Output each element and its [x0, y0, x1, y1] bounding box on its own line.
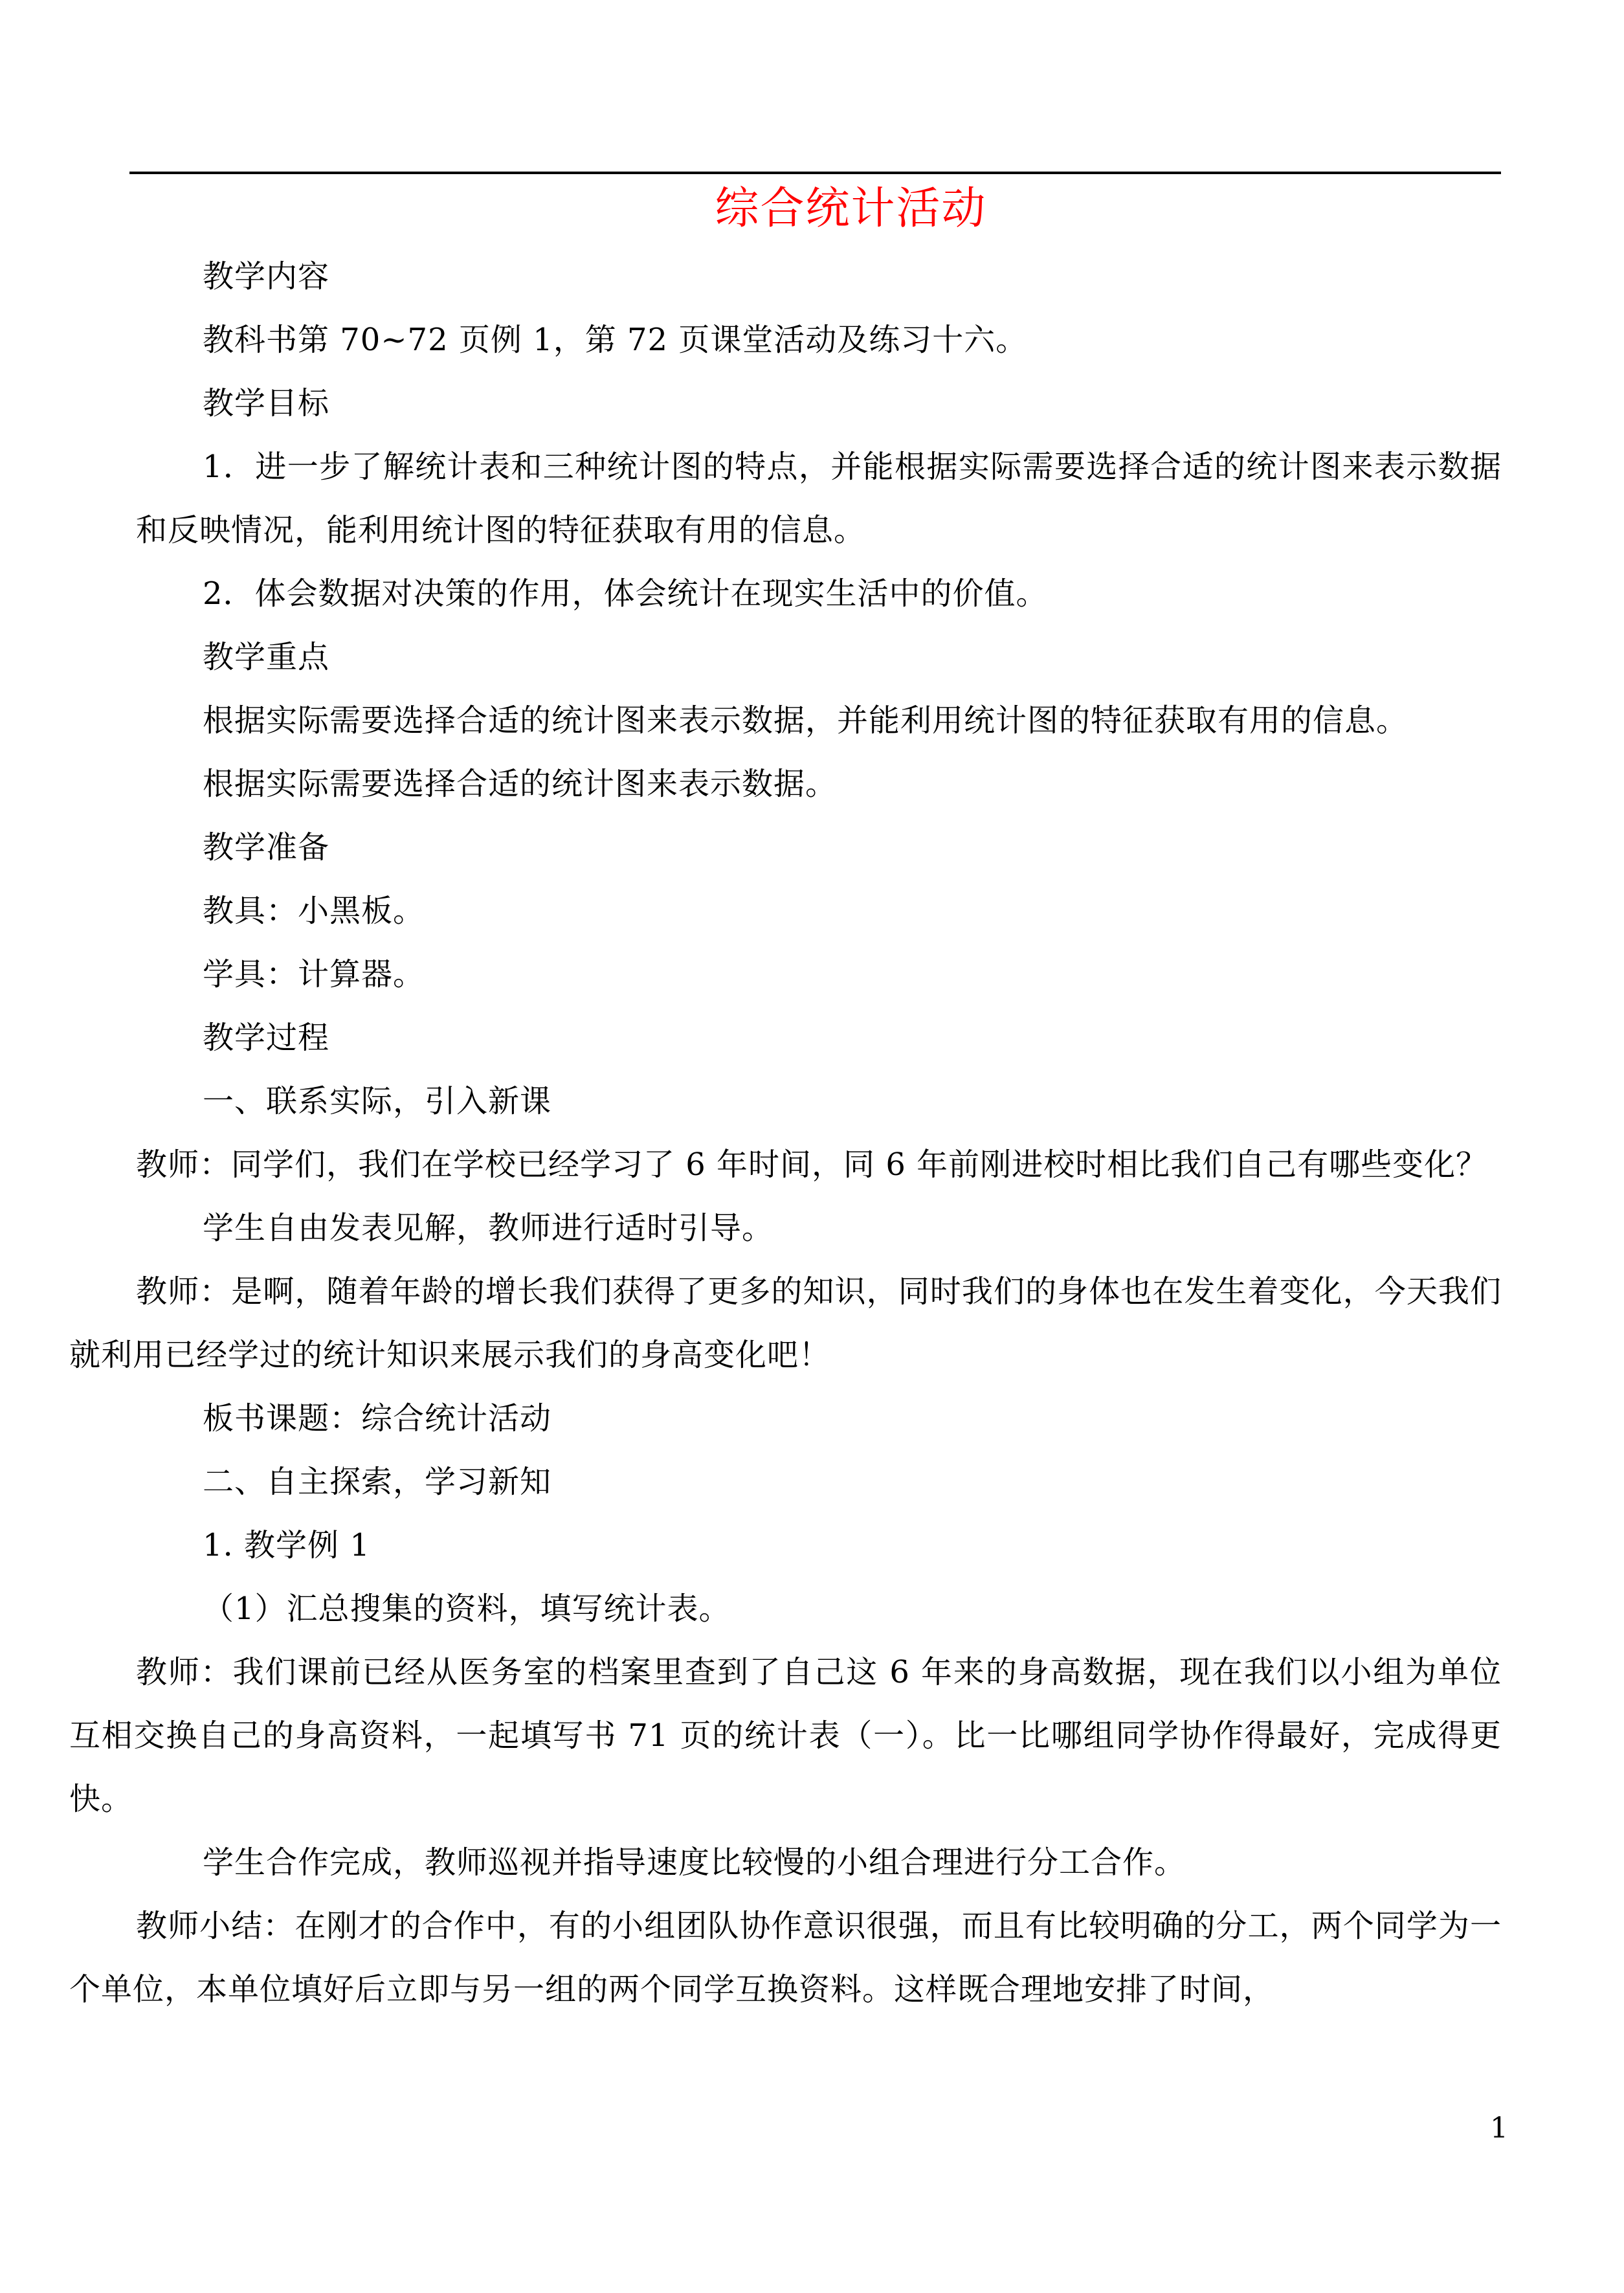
page-title: 综合统计活动	[715, 183, 987, 234]
paragraph: 学生自由发表见解，教师进行适时引导。	[203, 1210, 774, 1246]
paragraph: 教师：同学们，我们在学校已经学习了 6 年时间，同 6 年前刚进校时相比我们自己有哪些变化？	[136, 1146, 1488, 1183]
paragraph-section-focus-heading: 教学重点	[203, 639, 330, 675]
paragraph: 1. 教学例 1	[203, 1527, 370, 1563]
paragraph: （1）汇总搜集的资料，填写统计表。	[203, 1591, 731, 1627]
page-number: 1	[1490, 2112, 1508, 2145]
paragraph: 教师：我们课前已经从医务室的档案里查到了自己这 6 年来的身高数据，现在我们以小组为单位互相交换自己的身高资料，一起填写书 71 页的统计表（一）。比一比哪组同学协作得最好，完成得更快。	[69, 1654, 1502, 1817]
paragraph-section-goals-heading: 教学目标	[203, 385, 330, 421]
paragraph-section-preparation-heading: 教学准备	[203, 829, 330, 866]
paragraph-section-content-heading: 教学内容	[203, 258, 330, 295]
document-body	[69, 245, 1502, 2021]
paragraph: 板书课题：综合统计活动	[203, 1400, 552, 1437]
paragraph: 1．进一步了解统计表和三种统计图的特点，并能根据实际需要选择合适的统计图来表示数据和反映情况，能利用统计图的特征获取有用的信息。	[136, 449, 1502, 548]
paragraph: 教科书第 70~72 页例 1，第 72 页课堂活动及练习十六。	[203, 322, 1028, 358]
paragraph: 根据实际需要选择合适的统计图来表示数据，并能利用统计图的特征获取有用的信息。	[203, 702, 1408, 739]
paragraph: 学具：计算器。	[203, 956, 425, 992]
paragraph: 2．体会数据对决策的作用，体会统计在现实生活中的价值。	[203, 576, 1048, 612]
paragraph: 教师小结：在刚才的合作中，有的小组团队协作意识很强，而且有比较明确的分工，两个同学为一个单位，本单位填好后立即与另一组的两个同学互换资料。这样既合理地安排了时间，	[69, 1908, 1502, 2008]
paragraph-subsection-heading: 二、自主探索，学习新知	[203, 1464, 552, 1500]
header-rule	[129, 172, 1501, 174]
paragraph-subsection-heading: 一、联系实际，引入新课	[203, 1083, 552, 1119]
paragraph: 教具：小黑板。	[203, 893, 425, 929]
paragraph-section-process-heading: 教学过程	[203, 1020, 330, 1056]
paragraph: 学生合作完成，教师巡视并指导速度比较慢的小组合理进行分工合作。	[203, 1844, 1186, 1881]
paragraph: 根据实际需要选择合适的统计图来表示数据。	[203, 766, 838, 802]
paragraph: 教师：是啊，随着年龄的增长我们获得了更多的知识，同时我们的身体也在发生着变化，今天我们就利用已经学过的统计知识来展示我们的身高变化吧！	[69, 1273, 1502, 1373]
